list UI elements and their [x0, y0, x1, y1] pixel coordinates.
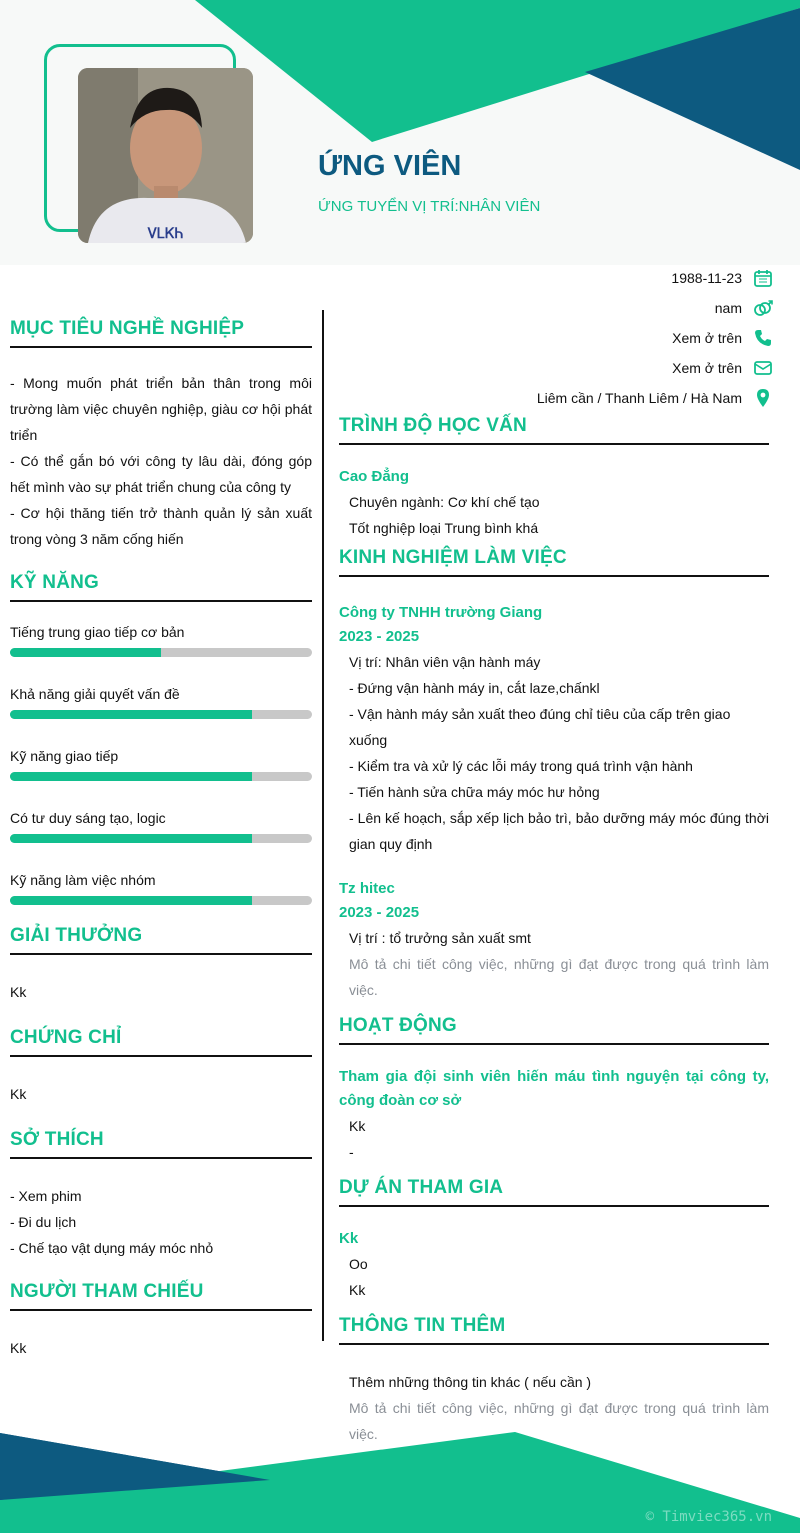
contact-email [314, 358, 774, 378]
project-line: Kk [349, 1282, 366, 1298]
job-company: Công ty TNHH trường Giang [339, 604, 543, 621]
objective-line: - Cơ hội thăng tiến trở thành quản lý sản xuất trong vòng 3 năm cống hiến [10, 505, 312, 547]
job-line: - Tiến hành sửa chữa máy móc hư hỏng [349, 784, 600, 800]
right-column [339, 415, 769, 1447]
skill-bar-fill [10, 710, 252, 719]
extra-info-title: THÔNG TIN THÊM [339, 1315, 769, 1345]
certificates-title: CHỨNG CHỈ [10, 1027, 312, 1057]
skill-item [10, 622, 312, 657]
references-text: Kk [10, 1340, 27, 1356]
awards-title: GIẢI THƯỞNG [10, 925, 312, 955]
skill-name: Tiếng trung giao tiếp cơ bản [10, 624, 185, 640]
contact-phone [314, 328, 774, 348]
contact-birthdate [314, 268, 774, 288]
activity-name: Tham gia đội sinh viên hiến máu tình nguyện tại công ty, công đoàn cơ sở [339, 1068, 769, 1109]
skill-bar [10, 772, 312, 781]
watermark: © Timviec365.vn [645, 1509, 772, 1525]
skill-item [10, 808, 312, 843]
job-line: - Kiểm tra và xử lý các lỗi máy trong quá trình vận hành [349, 758, 693, 774]
references-title: NGƯỜI THAM CHIẾU [10, 1281, 312, 1311]
skills-title: KỸ NĂNG [10, 572, 312, 602]
education-title: TRÌNH ĐỘ HỌC VẤN [339, 415, 769, 445]
job-placeholder: Mô tả chi tiết công việc, những gì đạt được trong quá trình làm việc. [349, 956, 769, 998]
skill-name: Khả năng giải quyết vấn đề [10, 686, 180, 702]
skill-name: Kỹ năng làm việc nhóm [10, 872, 156, 888]
education-school: Cao Đẳng [339, 468, 410, 485]
objective-line: - Mong muốn phát triển bản thân trong môi trường làm việc chuyên nghiệp, giàu cơ hội phát triển [10, 375, 312, 443]
project-line: Oo [349, 1256, 368, 1272]
job-line: Vị trí : tổ trưởng sản xuất smt [349, 930, 531, 946]
job-company: Tz hitec [339, 880, 395, 897]
hobby-item: - Chế tạo vật dụng máy móc nhỏ [10, 1240, 214, 1256]
skill-bar [10, 710, 312, 719]
job-period: 2023 - 2025 [339, 904, 420, 921]
skill-bar [10, 896, 312, 905]
skill-item [10, 870, 312, 905]
gender-icon [752, 298, 774, 318]
gender-value: nam [714, 300, 742, 316]
awards-text: Kk [10, 984, 27, 1000]
job-line: - Đứng vận hành máy in, cắt laze,chấnkl [349, 680, 600, 696]
skill-bar [10, 648, 312, 657]
skill-bar-fill [10, 896, 252, 905]
email-icon [752, 358, 774, 378]
location-icon [752, 388, 774, 408]
project-name: Kk [339, 1230, 359, 1247]
birthdate-value: 1988-11-23 [671, 270, 742, 286]
job-line: - Vận hành máy sản xuất theo đúng chỉ tiêu của cấp trên giao xuống [349, 706, 731, 748]
candidate-name: ỨNG VIÊN [318, 150, 462, 182]
contact-address [314, 388, 774, 408]
address-value: Liêm cần / Thanh Liêm / Hà Nam [536, 390, 742, 406]
skill-item [10, 746, 312, 781]
education-line: Chuyên ngành: Cơ khí chế tạo [349, 494, 540, 510]
avatar [78, 68, 253, 243]
svg-text:ᏙᏞᏦᏂ: ᏙᏞᏦᏂ [148, 225, 184, 241]
phone-icon [752, 328, 774, 348]
activity-line: Kk [349, 1118, 366, 1134]
skill-bar-fill [10, 834, 252, 843]
calendar-icon [752, 268, 774, 288]
projects-title: DỰ ÁN THAM GIA [339, 1177, 769, 1207]
activities-title: HOẠT ĐỘNG [339, 1015, 769, 1045]
certificates-text: Kk [10, 1086, 27, 1102]
job-line: Vị trí: Nhân viên vận hành máy [349, 654, 541, 670]
experience-title: KINH NGHIỆM LÀM VIỆC [339, 547, 769, 577]
activity-line: - [349, 1144, 354, 1160]
skill-bar [10, 834, 312, 843]
skill-item [10, 684, 312, 719]
objective-title: MỤC TIÊU NGHỀ NGHIỆP [10, 318, 312, 348]
left-column [10, 318, 312, 1361]
skill-bar-fill [10, 772, 252, 781]
contact-gender [314, 298, 774, 318]
extra-info-line: Thêm những thông tin khác ( nếu cần ) [349, 1374, 592, 1390]
phone-value: Xem ở trên [672, 330, 742, 346]
column-divider [322, 310, 324, 1341]
education-line: Tốt nghiệp loại Trung bình khá [349, 520, 539, 536]
hobby-item: - Đi du lịch [10, 1214, 77, 1230]
hobbies-title: SỞ THÍCH [10, 1129, 312, 1159]
skill-name: Có tư duy sáng tạo, logic [10, 810, 166, 826]
skill-bar-fill [10, 648, 161, 657]
job-period: 2023 - 2025 [339, 628, 420, 645]
email-value: Xem ở trên [672, 360, 742, 376]
extra-info-placeholder: Mô tả chi tiết công việc, những gì đạt được trong quá trình làm việc. [349, 1400, 769, 1442]
objective-line: - Có thể gắn bó với công ty lâu dài, đóng góp hết mình vào sự phát triển chung của công ty [10, 453, 312, 495]
hobby-item: - Xem phim [10, 1188, 82, 1204]
job-line: - Lên kế hoạch, sắp xếp lịch bảo trì, bảo dưỡng máy móc đúng thời gian quy định [349, 810, 769, 852]
skill-name: Kỹ năng giao tiếp [10, 748, 119, 764]
target-position: ỨNG TUYỂN VỊ TRÍ:NHÂN VIÊN [318, 198, 541, 215]
